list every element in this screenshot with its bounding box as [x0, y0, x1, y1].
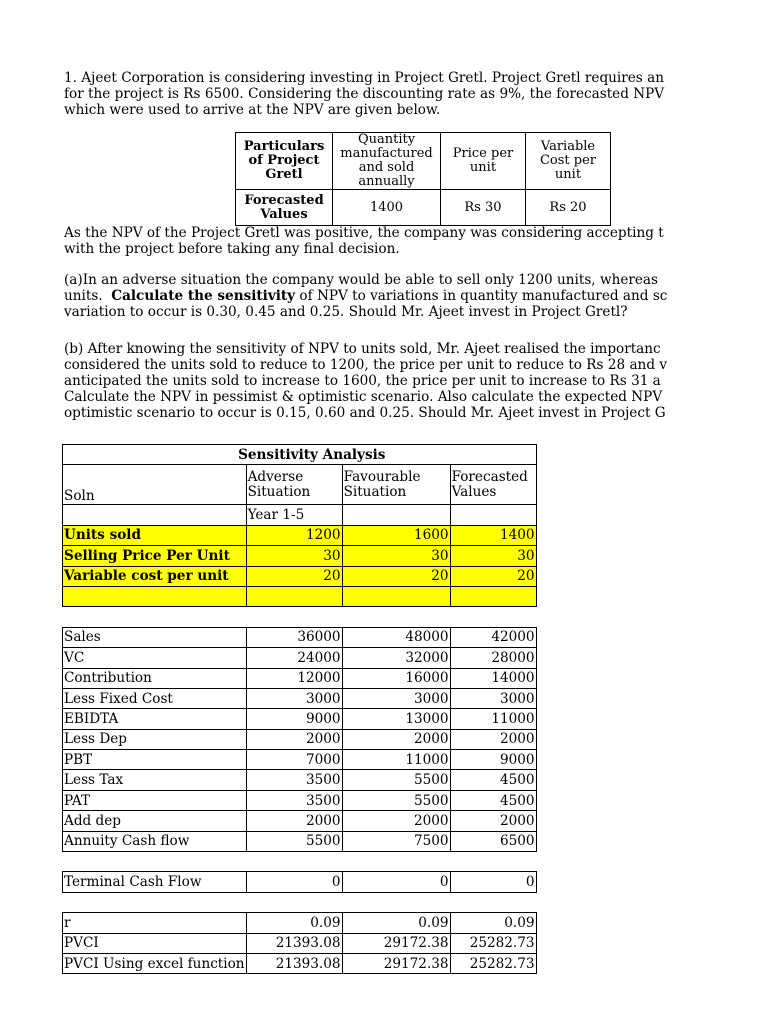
cell-favourable: 16000 [342, 668, 450, 688]
pvci-excel-row [63, 953, 537, 973]
table-row [63, 668, 537, 688]
sensitivity-table [62, 444, 537, 974]
col-forecasted-line-2: Values [451, 483, 497, 500]
input-forecasted: 20 [450, 566, 536, 586]
col-forecasted-line-1: Forecasted [451, 468, 528, 485]
cell-adverse: 36000 [246, 627, 342, 647]
year-label: Year 1-5 [246, 505, 342, 525]
cell-favourable: 5500 [342, 790, 450, 810]
col-adverse [246, 465, 342, 505]
sensitivity-title [238, 445, 536, 465]
cell-favourable: 7500 [342, 831, 450, 851]
table-row [63, 790, 537, 810]
cell-adverse: 3500 [246, 790, 342, 810]
table-row [63, 709, 537, 729]
cell-forecasted: 0.09 [450, 913, 536, 933]
cell-favourable: 5500 [342, 770, 450, 790]
part-a-line-2 [64, 288, 667, 304]
input-row-varcost [63, 566, 537, 586]
particulars-table [235, 132, 611, 226]
cell-favourable: 32000 [342, 648, 450, 668]
forecast-variable-cost: Rs 20 [526, 190, 611, 226]
cell-favourable: 13000 [342, 709, 450, 729]
header-price: Price per unit [441, 133, 526, 190]
input-row-blank [63, 586, 537, 606]
header-variable-cost: Variable Cost per unit [526, 133, 611, 190]
col-favourable-line-2: Situation [343, 483, 407, 500]
input-label: Selling Price Per Unit [63, 546, 247, 566]
after-table-line-1: As the NPV of the Project Gretl was positive, the company was considering accepting t [64, 225, 664, 241]
cell-forecasted: 28000 [450, 648, 536, 668]
table-row [63, 750, 537, 770]
row-label: EBIDTA [63, 709, 247, 729]
cell-favourable: 48000 [342, 627, 450, 647]
row-label: Less Tax [63, 770, 247, 790]
row-label: Add dep [63, 811, 247, 831]
row-label: Less Dep [63, 729, 247, 749]
table-row [63, 729, 537, 749]
cell-favourable: 0.09 [342, 913, 450, 933]
row-label: r [63, 913, 247, 933]
row-label: PVCI Using excel function [63, 953, 247, 973]
part-b-line-1: (b) After knowing the sensitivity of NPV to units sold, Mr. Ajeet realised the importanc [64, 341, 661, 357]
header-quantity: Quantity manufactured and sold annually [333, 133, 441, 190]
pvci-row [63, 933, 537, 953]
intro-line-1: 1. Ajeet Corporation is considering investing in Project Gretl. Project Gretl requires an [64, 70, 664, 86]
row-label: Terminal Cash Flow [63, 872, 247, 892]
header-particulars: Particulars of Project Gretl [236, 133, 333, 190]
cell-forecasted: 25282.73 [450, 953, 536, 973]
cell-adverse: 12000 [246, 668, 342, 688]
cell-adverse: 2000 [246, 811, 342, 831]
row-label: Annuity Cash flow [63, 831, 247, 851]
col-favourable-line-1: Favourable [343, 468, 421, 485]
intro-line-2: for the project is Rs 6500. Considering the discounting rate as 9%, the forecasted NPV [64, 86, 665, 102]
cell-favourable: 0 [342, 872, 450, 892]
part-a-emphasis: Calculate the sensitivity [111, 288, 296, 304]
cell-favourable: 3000 [342, 688, 450, 708]
input-favourable: 20 [342, 566, 450, 586]
cell-forecasted: 6500 [450, 831, 536, 851]
cell-adverse: 9000 [246, 709, 342, 729]
table-row [63, 770, 537, 790]
input-forecasted: 1400 [450, 525, 536, 545]
row-label: Sales [63, 627, 247, 647]
input-label: Variable cost per unit [63, 566, 247, 586]
cell-favourable: 2000 [342, 811, 450, 831]
row-label: Contribution [63, 668, 247, 688]
input-row-units [63, 525, 537, 545]
cell-forecasted: 25282.73 [450, 933, 536, 953]
rate-row [63, 913, 537, 933]
cell-forecasted: 4500 [450, 790, 536, 810]
col-adverse-line-2: Situation [247, 483, 311, 500]
cell-forecasted: 42000 [450, 627, 536, 647]
part-b-line-2: considered the units sold to reduce to 1200, the price per unit to reduce to Rs 28 and v [64, 357, 668, 373]
soln-label: Soln [63, 465, 247, 505]
input-adverse: 20 [246, 566, 342, 586]
cell-forecasted: 11000 [450, 709, 536, 729]
input-label: Units sold [63, 525, 247, 545]
cell-adverse: 3500 [246, 770, 342, 790]
cell-adverse: 0 [246, 872, 342, 892]
input-favourable: 1600 [342, 525, 450, 545]
cell-adverse: 21393.08 [246, 933, 342, 953]
col-adverse-line-1: Adverse [247, 468, 304, 485]
part-b-line-3: anticipated the units sold to increase to 1600, the price per unit to increase to Rs 31 a [64, 373, 661, 389]
table-row [63, 648, 537, 668]
cell-forecasted: 4500 [450, 770, 536, 790]
row-label: VC [63, 648, 247, 668]
col-forecasted [450, 465, 536, 505]
intro-line-3: which were used to arrive at the NPV are given below. [64, 102, 441, 118]
cell-adverse: 3000 [246, 688, 342, 708]
forecast-price: Rs 30 [441, 190, 526, 226]
cell-favourable: 2000 [342, 729, 450, 749]
cell-forecasted: 0 [450, 872, 536, 892]
cell-adverse: 5500 [246, 831, 342, 851]
cell-adverse: 21393.08 [246, 953, 342, 973]
row-label: PBT [63, 750, 247, 770]
table-row [63, 831, 537, 851]
input-adverse: 30 [246, 546, 342, 566]
part-a-line-3: variation to occur is 0.30, 0.45 and 0.25. Should Mr. Ajeet invest in Project Gretl? [64, 304, 628, 320]
cell-adverse: 0.09 [246, 913, 342, 933]
input-favourable: 30 [342, 546, 450, 566]
cell-favourable: 11000 [342, 750, 450, 770]
cell-adverse: 7000 [246, 750, 342, 770]
cell-favourable: 29172.38 [342, 953, 450, 973]
input-adverse: 1200 [246, 525, 342, 545]
row-label: PAT [63, 790, 247, 810]
cell-forecasted: 2000 [450, 811, 536, 831]
part-b-line-5: optimistic scenario to occur is 0.15, 0.60 and 0.25. Should Mr. Ajeet invest in Project G [64, 405, 666, 421]
cell-forecasted: 2000 [450, 729, 536, 749]
cell-forecasted: 3000 [450, 688, 536, 708]
forecast-quantity: 1400 [333, 190, 441, 226]
row-label-forecasted: Forecasted Values [236, 190, 333, 226]
cell-forecasted: 9000 [450, 750, 536, 770]
sensitivity-title-text: Sensitivity Analysis [238, 446, 386, 463]
cell-adverse: 24000 [246, 648, 342, 668]
part-a-line-2-start: units. [64, 288, 112, 304]
cell-favourable: 29172.38 [342, 933, 450, 953]
cell-adverse: 2000 [246, 729, 342, 749]
table-row [63, 688, 537, 708]
col-favourable [342, 465, 450, 505]
table-row [63, 811, 537, 831]
part-a-line-2-end: of NPV to variations in quantity manufactured and sc [295, 288, 668, 304]
terminal-row [63, 872, 537, 892]
table-row [63, 627, 537, 647]
row-label: Less Fixed Cost [63, 688, 247, 708]
input-row-price [63, 546, 537, 566]
after-table-line-2: with the project before taking any final decision. [64, 241, 400, 257]
row-label: PVCI [63, 933, 247, 953]
part-b-line-4: Calculate the NPV in pessimist & optimistic scenario. Also calculate the expected NPV [64, 389, 663, 405]
cell-forecasted: 14000 [450, 668, 536, 688]
input-forecasted: 30 [450, 546, 536, 566]
part-a-line-1: (a)In an adverse situation the company would be able to sell only 1200 units, whereas [64, 272, 658, 288]
